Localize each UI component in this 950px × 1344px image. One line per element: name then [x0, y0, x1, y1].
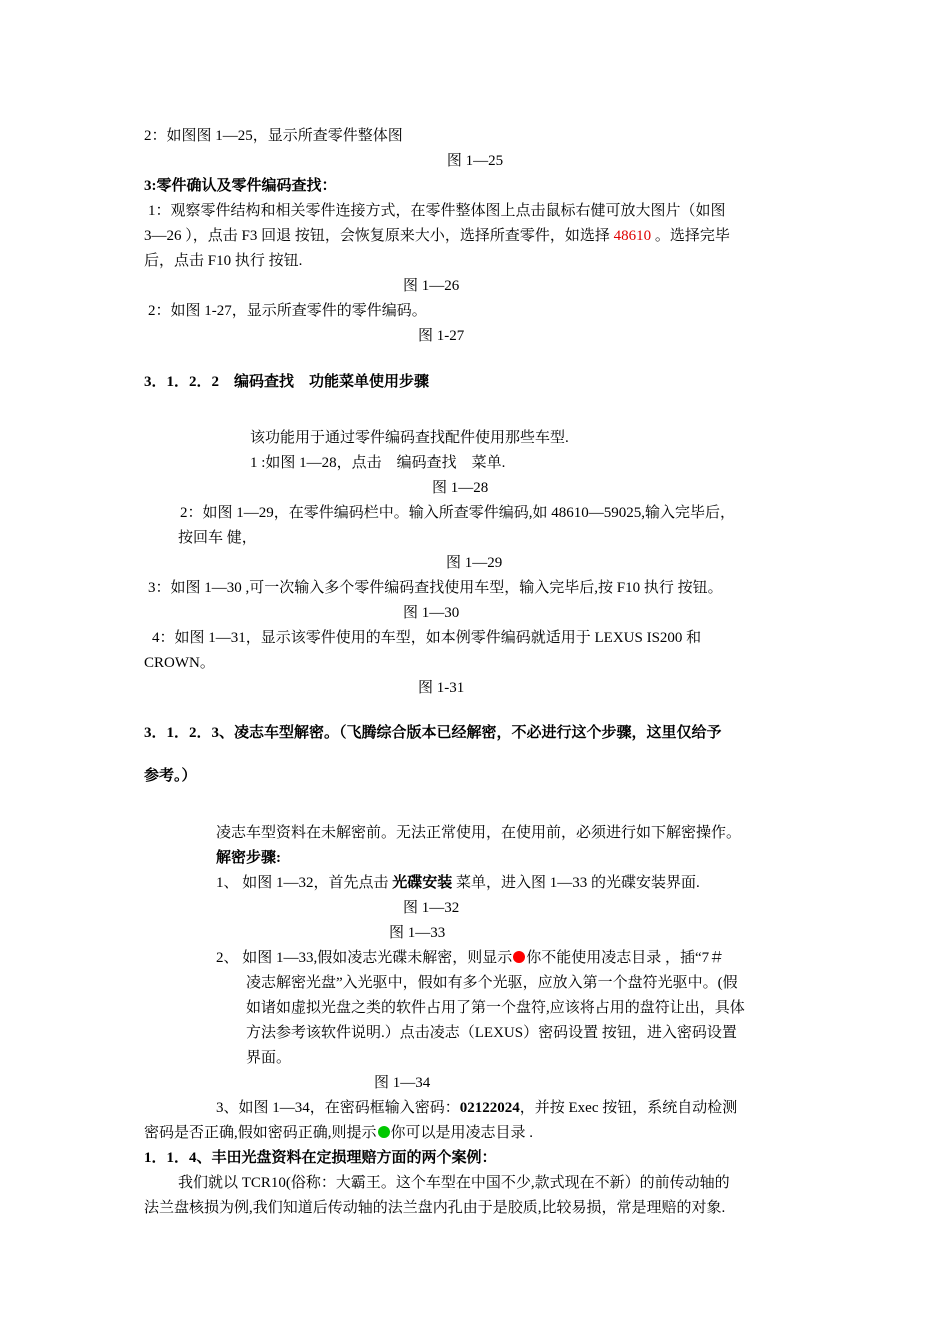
paragraph-line: 该功能用于通过零件编码查找配件使用那些车型. — [250, 430, 569, 446]
text-run: 你可以是用凌志目录 . — [390, 1125, 534, 1141]
figure-caption: 图 1—29 — [446, 555, 503, 571]
text-run: 2、 如图 1—33,假如凌志光碟未解密，则显示 — [216, 950, 513, 966]
step-line: 1 :如图 1—28，点击 编码查找 菜单. — [250, 455, 506, 471]
figure-caption: 图 1—32 — [403, 900, 460, 916]
step-line — [216, 873, 700, 893]
paragraph-line: 我们就以 TCR10(俗称：大霸王。这个车型在中国不少,款式现在不新）的前传动轴的 — [178, 1175, 730, 1191]
text-run: 3—26 ），点击 F3 回退 按钮，会恢复原来大小，选择所查零件，如选择 — [144, 228, 610, 244]
figure-caption: 图 1—33 — [389, 925, 446, 941]
section-heading: 1．1．4、丰田光盘资料在定损理赔方面的两个案例： — [144, 1150, 497, 1166]
paragraph-line: 后，点击 F10 执行 按钮. — [144, 253, 303, 269]
step-line: 2：如图 1—29，在零件编码栏中。输入所查零件编码,如 48610—59025,输入完毕后， — [180, 505, 736, 521]
text-run: 3、如图 1—34，在密码框输入密码： — [216, 1100, 460, 1116]
step-line: 如诸如虚拟光盘之类的软件占用了第一个盘符,应该将占用的盘符让出，具体 — [246, 1000, 745, 1016]
part-number-highlight: 48610 — [613, 228, 652, 244]
step-line — [144, 1123, 533, 1143]
step-line: 3：如图 1—30 ,可一次输入多个零件编码查找使用车型，输入完毕后,按 F10 执行 按钮。 — [148, 580, 723, 596]
paragraph-line: 1：观察零件结构和相关零件连接方式，在零件整体图上点击鼠标右健可放大图片（如图 — [148, 203, 726, 219]
red-status-dot-icon — [513, 951, 525, 963]
section-heading: 3．1．2．3、凌志车型解密。（飞腾综合版本已经解密，不必进行这个步骤，这里仅给予 — [144, 725, 722, 741]
green-status-dot-icon — [378, 1126, 390, 1138]
steps-title: 解密步骤: — [216, 850, 281, 866]
section-heading: 3．1．2．2 编码查找 功能菜单使用步骤 — [144, 374, 430, 390]
section-title: 3:零件确认及零件编码查找： — [144, 178, 337, 194]
figure-caption: 图 1-31 — [418, 680, 465, 696]
text-run: 密码是否正确,假如密码正确,则提示 — [144, 1125, 377, 1141]
section-heading: 参考。） — [144, 768, 197, 784]
figure-caption: 图 1-27 — [418, 328, 465, 344]
step-line — [216, 948, 724, 968]
figure-caption: 图 1—25 — [446, 153, 504, 169]
step-line: 凌志解密光盘”入光驱中，假如有多个光驱，应放入第一个盘符光驱中。(假 — [246, 975, 738, 991]
figure-caption: 图 1—26 — [403, 278, 460, 294]
text-run: 你不能使用凌志目录 ，插“7＃ — [526, 950, 725, 966]
paragraph-line: 法兰盘核损为例,我们知道后传动轴的法兰盘内孔由于是胶质,比较易损，常是理赔的对象. — [144, 1200, 726, 1216]
text-run: 1、 如图 1—32，首先点击 — [216, 875, 389, 891]
figure-caption: 图 1—30 — [403, 605, 460, 621]
step-line: 界面。 — [246, 1050, 292, 1066]
paragraph-line: 2：如图图 1—25，显示所查零件整体图 — [144, 128, 403, 144]
text-run: 菜单，进入图 1—33 的光碟安装界面. — [456, 875, 700, 891]
paragraph-line — [144, 226, 730, 246]
password-value: 02122024 — [459, 1100, 520, 1116]
figure-caption: 图 1—34 — [374, 1075, 431, 1091]
step-line — [216, 1098, 737, 1118]
paragraph-line: 凌志车型资料在未解密前。无法正常使用，在使用前，必须进行如下解密操作。 — [216, 825, 742, 841]
step-line: 方法参考该软件说明.）点击凌志（LEXUS）密码设置 按钮，进入密码设置 — [246, 1025, 737, 1041]
figure-caption: 图 1—28 — [432, 480, 489, 496]
text-run: ，并按 Exec 按钮，系统自动检测 — [519, 1100, 738, 1116]
step-line: 4：如图 1—31，显示该零件使用的车型，如本例零件编码就适用于 LEXUS IS200 和 — [152, 630, 702, 646]
step-line: 按回车 健， — [178, 530, 257, 546]
text-run: 。选择完毕 — [654, 228, 730, 244]
menu-name-bold: 光碟安装 — [392, 875, 453, 891]
paragraph-line: 2：如图 1-27，显示所查零件的零件编码。 — [148, 303, 427, 319]
step-line: CROWN。 — [144, 655, 215, 671]
